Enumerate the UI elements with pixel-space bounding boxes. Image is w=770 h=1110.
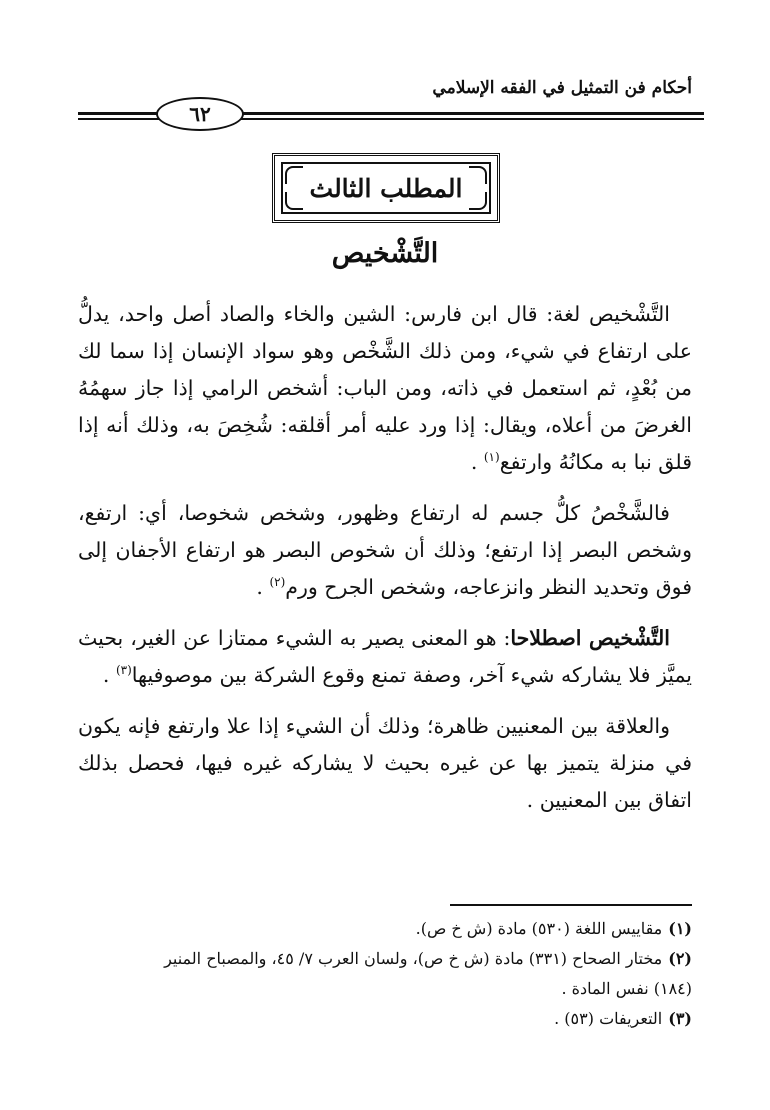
footnote bbox=[78, 914, 692, 944]
header-rule-left bbox=[78, 118, 158, 120]
paragraph bbox=[78, 620, 692, 694]
frame-corner-ornament bbox=[285, 166, 303, 184]
paragraph bbox=[78, 296, 692, 481]
header-rule-left bbox=[78, 112, 158, 115]
footnote bbox=[78, 944, 692, 974]
footnote-text: التعريفات (٥٣) . bbox=[554, 1009, 663, 1028]
frame-corner-ornament bbox=[285, 192, 303, 210]
section-title-frame bbox=[272, 153, 500, 223]
section-subtitle: التَّشْخيص bbox=[331, 238, 439, 269]
paragraph-end: . bbox=[470, 450, 484, 474]
paragraph-text: والعلاقة بين المعنيين ظاهرة؛ وذلك أن الشيء إذا علا وارتفع فإنه يكون في منزلة يتميز بها عن غيره بحيث لا يشاركه غيره فيها، فحصل بذلك اتفاق بين المعنيين . bbox=[78, 714, 692, 812]
paragraph-text: فالشَّخْصُ كلُّ جسم له ارتفاع وظهور، وشخص شخوصا، أي: ارتفع، وشخص البصر إذا ارتفع؛ وذلك أن شخوص البصر هو ارتفاع الأجفان إلى فوق وتحديد النظر وانزعاجه، وشخص الجرح ورم bbox=[78, 501, 692, 599]
footnote-number: (٣) bbox=[668, 1009, 692, 1028]
frame-corner-ornament bbox=[469, 192, 487, 210]
footnotes bbox=[78, 914, 692, 1034]
paragraph bbox=[78, 708, 692, 819]
footnote-ref[interactable]: (١) bbox=[483, 450, 500, 465]
paragraph-end: . bbox=[256, 575, 270, 599]
section-title-inner-frame bbox=[281, 162, 491, 214]
body-text bbox=[78, 296, 692, 833]
footnote-text: مختار الصحاح (٣٣١) مادة (ش خ ص)، ولسان العرب ٧/ ٤٥، والمصباح المنير bbox=[164, 949, 663, 968]
term-lead: التَّشْخيص اصطلاحا bbox=[510, 626, 670, 650]
footnote-number: (١) bbox=[668, 919, 692, 938]
paragraph-end: . bbox=[102, 663, 116, 687]
footnote-continuation: (١٨٤) نفس المادة . bbox=[561, 979, 692, 998]
frame-corner-ornament bbox=[469, 166, 487, 184]
footnote bbox=[78, 1004, 692, 1034]
footnote-number: (٢) bbox=[668, 949, 692, 968]
section-title: المطلب الثالث bbox=[309, 173, 463, 203]
running-header-title: أحكام فن التمثيل في الفقه الإسلامي bbox=[432, 78, 692, 98]
paragraph bbox=[78, 495, 692, 606]
page-number: ٦٢ bbox=[189, 102, 211, 126]
footnote-separator bbox=[450, 904, 692, 906]
page-number-badge bbox=[156, 97, 244, 131]
footnote-ref[interactable]: (٢) bbox=[269, 575, 286, 590]
paragraph-text: : هو المعنى يصير به الشيء ممتازا عن الغير، بحيث يميَّز فلا يشاركه شيء آخر، وصفة تمنع وقوع الشركة بين موصوفيها bbox=[78, 626, 692, 687]
footnote-ref[interactable]: (٣) bbox=[115, 663, 132, 678]
paragraph-text: التَّشْخيص لغة: قال ابن فارس: الشين والخاء والصاد أصل واحد، يدلُّ على ارتفاع في شيء، ومن ذلك الشَّخْص وهو سواد الإنسان إذا سما لك من بُعْدٍ، ثم استعمل في ذاته، ومن الباب: أشخص الرامي إذا جاز سهمُهُ الغرضَ من أعلاه، ويقال: إذا ورد عليه أمر أقلقه: شُخِصَ به، وذلك أنه إذا قلق نبا به مكانُهُ وارتفع bbox=[78, 302, 692, 474]
footnote-text: مقاييس اللغة (٥٣٠) مادة (ش خ ص). bbox=[415, 919, 663, 938]
